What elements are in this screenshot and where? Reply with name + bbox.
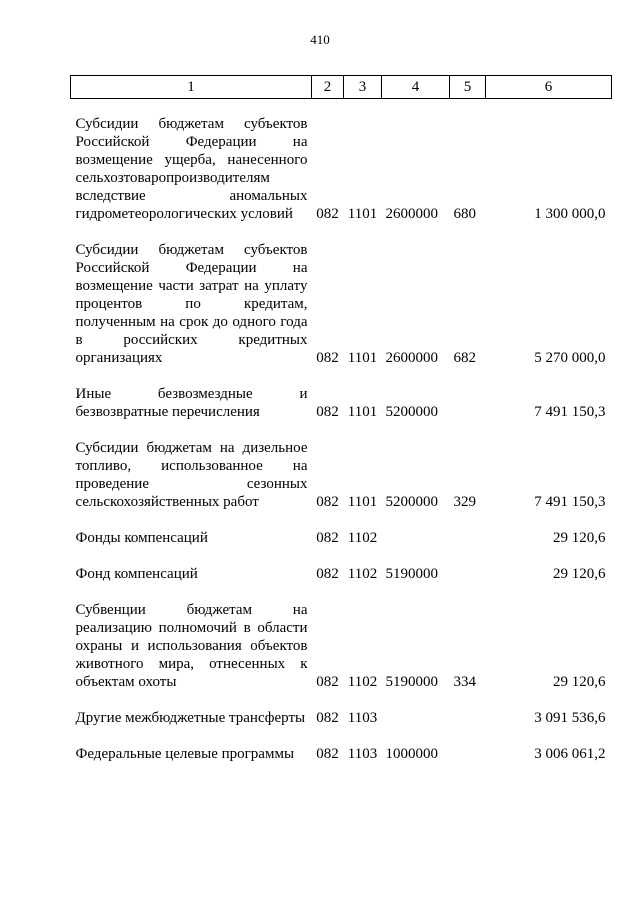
target-article-code: 5200000 — [385, 404, 438, 420]
expense-type-code — [450, 691, 486, 727]
expense-type-code — [450, 547, 486, 583]
item-description: Фонд компенсаций — [75, 566, 198, 582]
table-row — [71, 511, 612, 547]
expense-type-code: 334 — [453, 674, 476, 690]
table-body — [71, 99, 612, 764]
header-col-6: 6 — [486, 76, 612, 99]
section-code: 1101 — [347, 404, 378, 420]
expense-type-code — [450, 511, 486, 547]
table-row — [71, 727, 612, 763]
table-row — [71, 223, 612, 367]
target-article-code — [382, 511, 450, 547]
ministry-code: 082 — [316, 494, 339, 510]
section-code: 1101 — [347, 350, 378, 366]
ministry-code: 082 — [316, 710, 339, 726]
item-description: Субсидии бюджетам на дизельное топливо, использованное на проведение сезонных сельскохозяйственных работ — [75, 440, 308, 510]
ministry-code: 082 — [316, 206, 339, 222]
header-row — [71, 76, 612, 99]
ministry-code: 082 — [316, 404, 339, 420]
amount: 7 491 150,3 — [534, 494, 606, 510]
item-description: Фонды компенсаций — [75, 530, 208, 546]
header-col-1: 1 — [71, 76, 312, 99]
target-article-code: 2600000 — [385, 206, 438, 222]
target-article-code: 5200000 — [385, 494, 438, 510]
item-description: Федеральные целевые программы — [75, 746, 295, 762]
amount: 29 120,6 — [553, 566, 606, 582]
target-article-code: 2600000 — [385, 350, 438, 366]
section-code: 1101 — [347, 206, 378, 222]
section-code: 1102 — [347, 674, 378, 690]
item-description: Другие межбюджетные трансферты — [75, 710, 306, 726]
section-code: 1102 — [347, 530, 378, 546]
expense-type-code — [450, 727, 486, 763]
item-description: Субсидии бюджетам субъектов Российской Федерации на возмещение части затрат на уплату процентов по кредитам, полученным на срок до одного года в российских кредитных организациях — [75, 242, 308, 366]
table-row — [71, 367, 612, 421]
item-description: Субсидии бюджетам субъектов Российской Федерации на возмещение ущерба, нанесенного сельхозтоваропроизводителям вследствие аномальных гидрометеорологических условий — [75, 116, 308, 222]
header-col-5: 5 — [450, 76, 486, 99]
budget-table — [70, 75, 612, 763]
section-code: 1103 — [347, 710, 378, 726]
ministry-code: 082 — [316, 746, 339, 762]
table-row — [71, 99, 612, 224]
item-description: Иные безвозмездные и безвозвратные перечисления — [75, 386, 308, 420]
amount: 5 270 000,0 — [534, 350, 606, 366]
ministry-code: 082 — [316, 566, 339, 582]
amount: 29 120,6 — [553, 530, 606, 546]
header-col-3: 3 — [344, 76, 382, 99]
amount: 3 091 536,6 — [534, 710, 606, 726]
table-row — [71, 421, 612, 511]
page-number: 410 — [310, 32, 330, 47]
target-article-code: 5190000 — [385, 566, 438, 582]
table-row — [71, 691, 612, 727]
table-row — [71, 583, 612, 691]
expense-type-code — [450, 367, 486, 421]
section-code: 1101 — [347, 494, 378, 510]
header-col-2: 2 — [312, 76, 344, 99]
target-article-code: 1000000 — [385, 746, 438, 762]
expense-type-code: 329 — [453, 494, 476, 510]
amount: 1 300 000,0 — [534, 206, 606, 222]
amount: 3 006 061,2 — [534, 746, 606, 762]
target-article-code: 5190000 — [385, 674, 438, 690]
amount: 29 120,6 — [553, 674, 606, 690]
section-code: 1102 — [347, 566, 378, 582]
amount: 7 491 150,3 — [534, 404, 606, 420]
section-code: 1103 — [347, 746, 378, 762]
ministry-code: 082 — [316, 674, 339, 690]
table-row — [71, 547, 612, 583]
target-article-code — [382, 691, 450, 727]
ministry-code: 082 — [316, 530, 339, 546]
header-col-4: 4 — [382, 76, 450, 99]
ministry-code: 082 — [316, 350, 339, 366]
expense-type-code: 680 — [453, 206, 476, 222]
expense-type-code: 682 — [453, 350, 476, 366]
item-description: Субвенции бюджетам на реализацию полномочий в области охраны и использования объектов животного мира, отнесенных к объектам охоты — [75, 602, 308, 690]
